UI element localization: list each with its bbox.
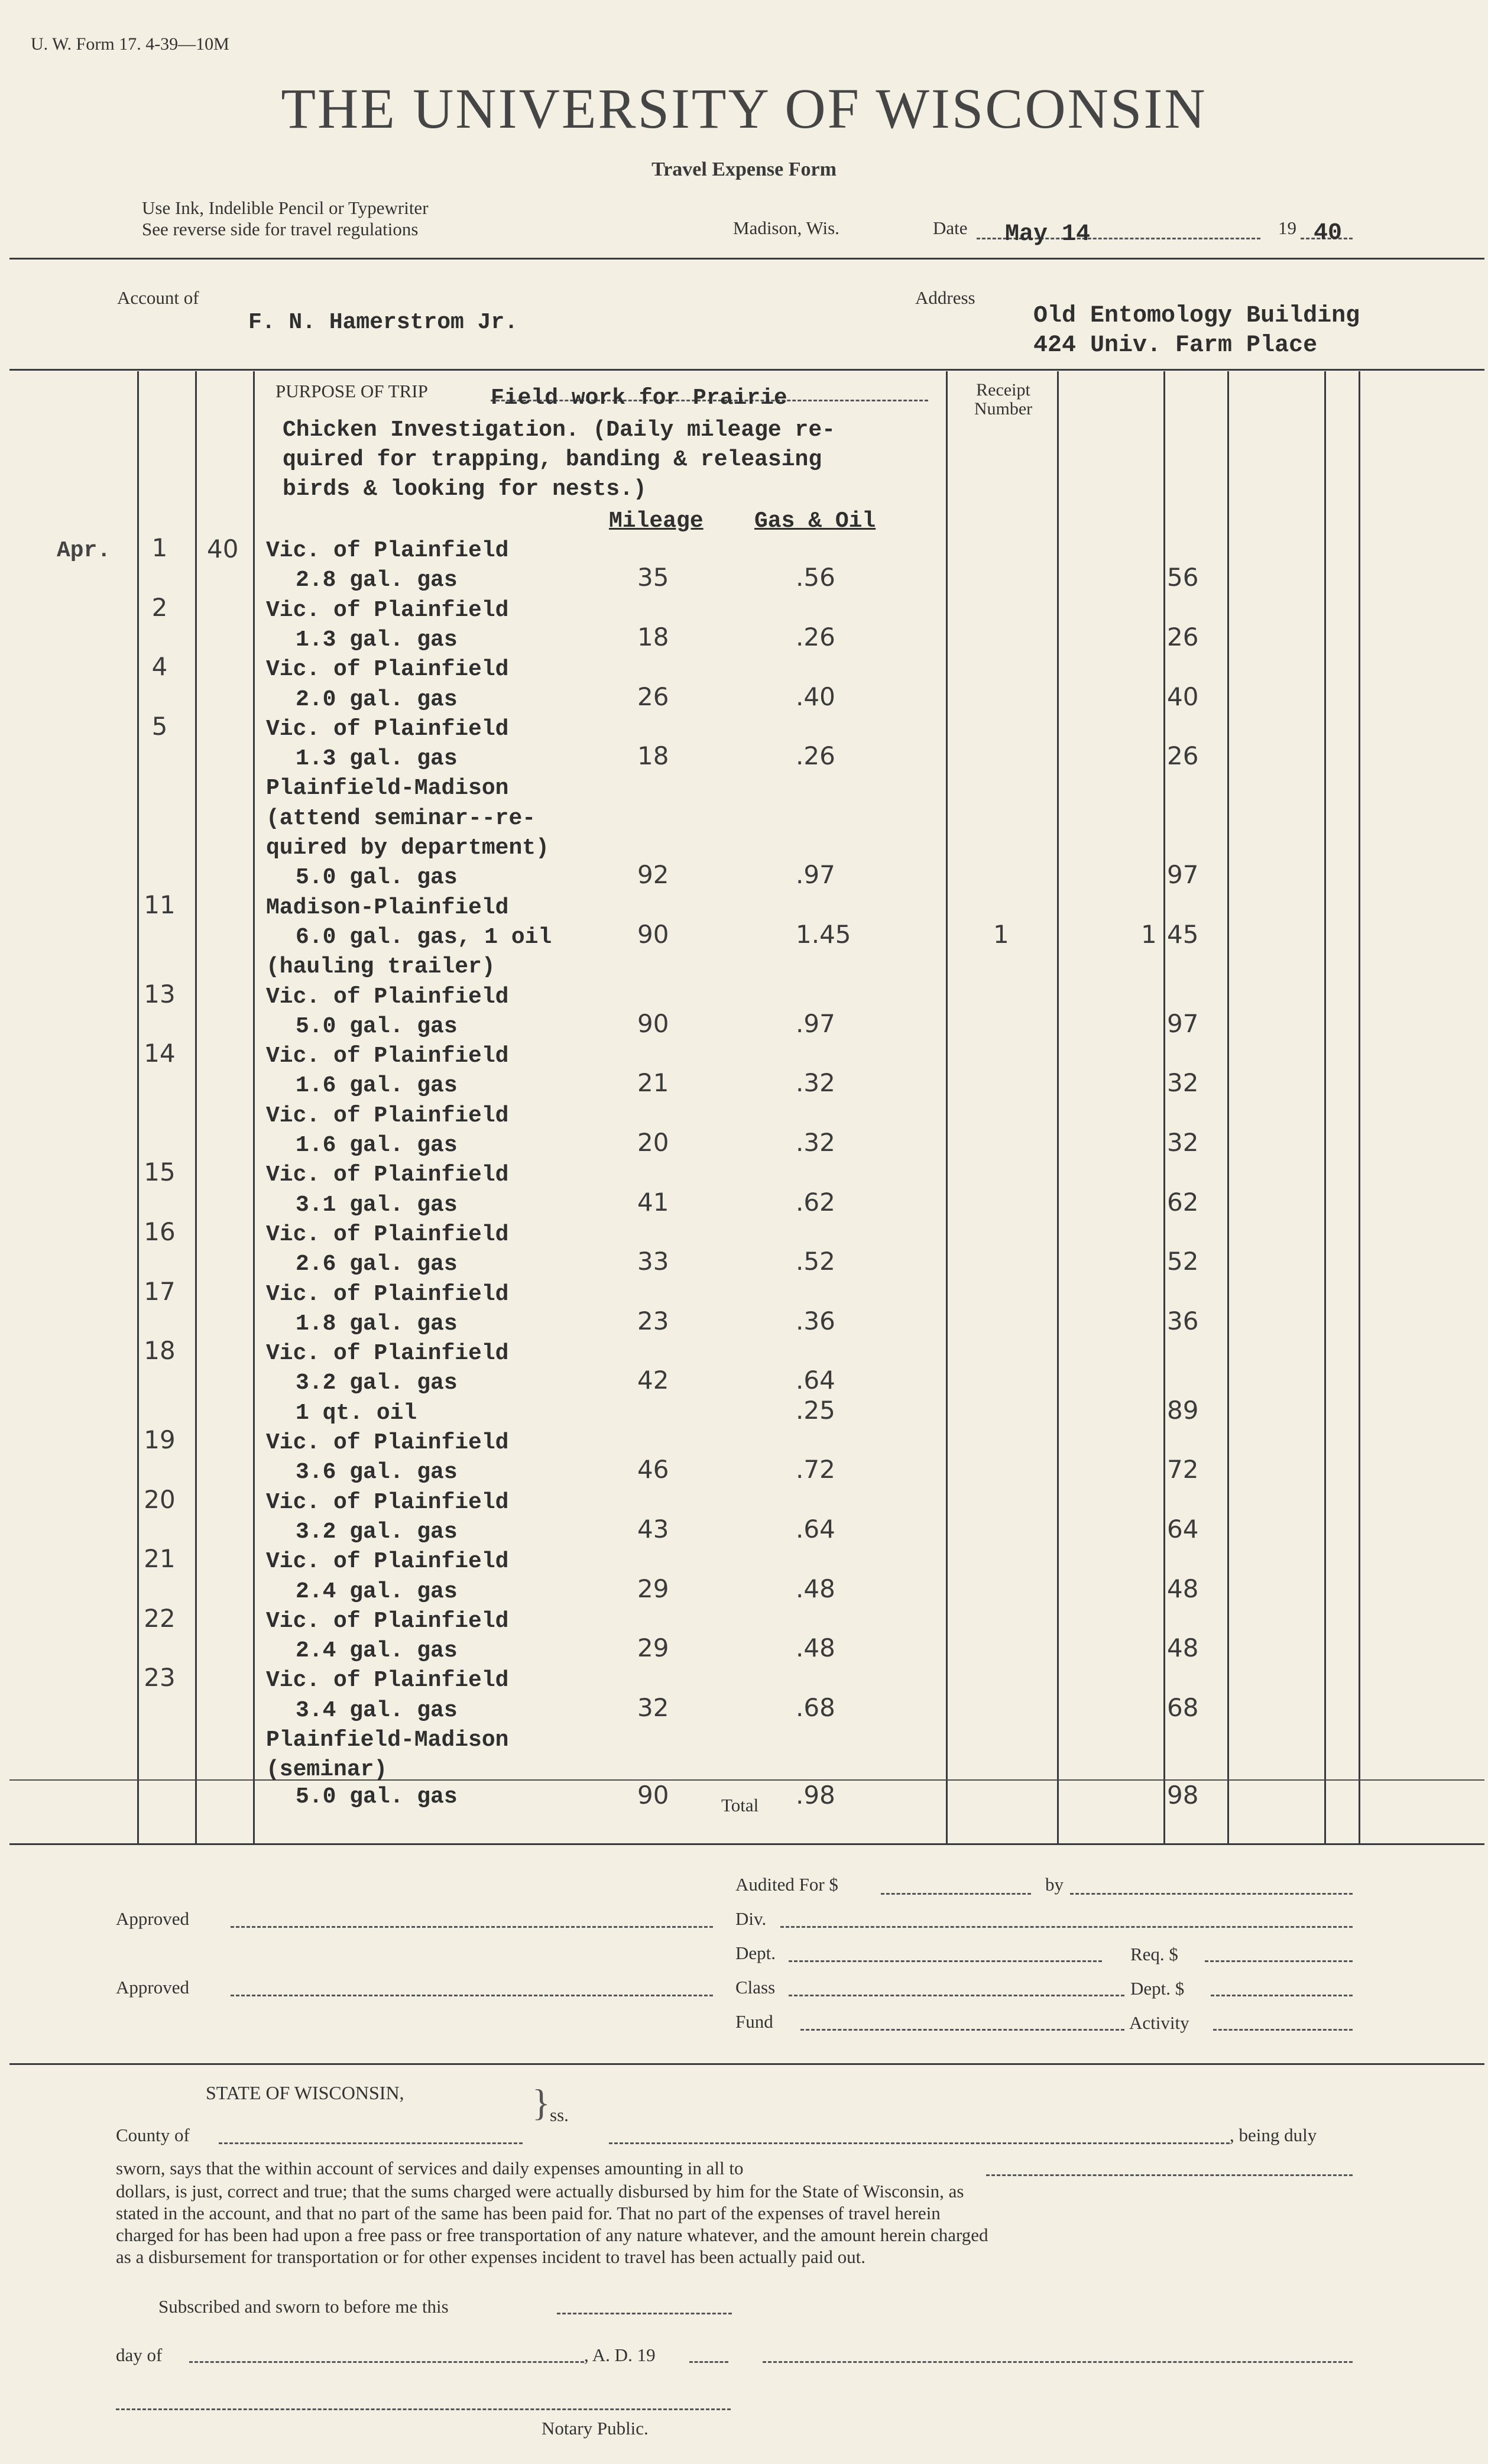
entry-mileage: 35 <box>637 563 669 592</box>
entry-mileage: 32 <box>637 1693 669 1722</box>
entry-gas-oil: .32 <box>796 1068 835 1098</box>
entry-gas-oil: .48 <box>796 1633 835 1663</box>
table-top-rule <box>9 369 1484 371</box>
header-rule <box>9 258 1484 260</box>
entry-description: Vic. of Plainfield <box>266 597 509 623</box>
entry-gas-oil: .36 <box>796 1306 835 1335</box>
entry-description: Vic. of Plainfield <box>266 1281 509 1307</box>
entry-description: Vic. of Plainfield <box>266 1430 509 1455</box>
entry-description: Vic. of Plainfield <box>266 538 509 563</box>
entry-oil: .25 <box>796 1395 835 1425</box>
entry-description: 1.6 gal. gas <box>296 1073 458 1099</box>
entry-gas-oil: .26 <box>796 622 835 651</box>
entry-description: 1.3 gal. gas <box>296 627 458 653</box>
form-title: Travel Expense Form <box>651 158 837 180</box>
dept-label: Dept. <box>735 1943 776 1963</box>
entry-mileage: 90 <box>637 919 669 949</box>
subscribed-label: Subscribed and sworn to before me this <box>158 2296 449 2317</box>
entry-gas-oil: .97 <box>796 1009 835 1038</box>
dept-amount-label: Dept. $ <box>1130 1978 1185 1999</box>
notary-label: Notary Public. <box>542 2418 649 2439</box>
entry-cents: 48 <box>1167 1574 1199 1603</box>
entry-mileage: 42 <box>637 1366 669 1395</box>
entry-mileage: 90 <box>637 1009 669 1038</box>
entry-mileage: 92 <box>637 860 669 890</box>
county-label: County of <box>116 2125 190 2145</box>
entry-description: 2.6 gal. gas <box>296 1252 458 1278</box>
address-label: Address <box>915 287 975 308</box>
entry-gas-oil: .64 <box>796 1514 835 1544</box>
entry-cents: 36 <box>1167 1306 1199 1335</box>
entry-mileage: 18 <box>637 741 669 771</box>
entry-description: 2.4 gal. gas <box>296 1638 458 1664</box>
entry-description: 3.6 gal. gas <box>296 1460 458 1486</box>
entry-gas-oil: .62 <box>796 1187 835 1217</box>
entry-day: 23 <box>144 1663 176 1693</box>
entry-description: 5.0 gal. gas <box>296 1013 458 1039</box>
approved-label-2: Approved <box>116 1977 189 1998</box>
month-label: Apr. <box>57 538 111 563</box>
entry-description: 2.8 gal. gas <box>296 568 458 594</box>
entry-description: 2.4 gal. gas <box>296 1578 458 1604</box>
entry-description: Vic. of Plainfield <box>266 1608 509 1634</box>
entry-description: Vic. of Plainfield <box>266 1162 509 1188</box>
entry-description: 3.2 gal. gas <box>296 1370 458 1396</box>
entry-cents: 97 <box>1167 1009 1199 1038</box>
fund-label: Fund <box>735 2011 773 2032</box>
entry-gas-oil: .68 <box>796 1693 835 1722</box>
entry-gas-oil: .26 <box>796 741 835 771</box>
entry-receipt: 1 <box>993 919 1009 949</box>
audited-for-label: Audited For $ <box>735 1874 838 1895</box>
entry-description: 3.1 gal. gas <box>296 1192 458 1218</box>
entry-gas-oil: 1.45 <box>796 919 851 949</box>
entry-description: Vic. of Plainfield <box>266 1103 509 1129</box>
entry-day: 17 <box>144 1276 176 1306</box>
entry-day: 1 <box>151 533 168 562</box>
receipt-number-header: Receipt Number <box>974 380 1033 419</box>
entry-cents: 97 <box>1167 860 1199 890</box>
entry-mileage: 41 <box>637 1187 669 1217</box>
entry-day: 21 <box>144 1544 176 1574</box>
total-label: Total <box>721 1795 759 1815</box>
entry-day: 19 <box>144 1425 176 1454</box>
purpose-line-2: Chicken Investigation. (Daily mileage re- <box>283 417 835 443</box>
by-label: by <box>1045 1874 1064 1895</box>
entry-description: 1.6 gal. gas <box>296 1133 458 1158</box>
entry-cents: 56 <box>1167 563 1199 592</box>
ad-label: , A. D. 19 <box>584 2345 656 2365</box>
entry-description: 3.2 gal. gas <box>296 1519 458 1545</box>
oath-rule <box>9 2063 1484 2065</box>
sworn-line: sworn, says that the within account of services and daily expenses amounting in all to <box>116 2158 744 2178</box>
entry-cents: 45 <box>1167 919 1199 949</box>
entry-day: 16 <box>144 1217 176 1246</box>
table-bottom-rule <box>9 1843 1484 1845</box>
entry-day: 20 <box>144 1484 176 1514</box>
being-duly: , being duly <box>1230 2125 1317 2145</box>
entry-cents: 72 <box>1167 1455 1199 1484</box>
entry-description: Plainfield-Madison <box>266 1727 509 1753</box>
purpose-line-1: Field work for Prairie <box>491 385 787 411</box>
entry-mileage: 43 <box>637 1514 669 1544</box>
class-label: Class <box>735 1977 776 1998</box>
address-line-1: Old Entomology Building <box>1033 303 1360 329</box>
entry-cents: 32 <box>1167 1128 1199 1157</box>
entry-mileage: 18 <box>637 622 669 651</box>
entry-description: (hauling trailer) <box>266 954 495 980</box>
entry-description: Vic. of Plainfield <box>266 1549 509 1575</box>
entry-gas-oil: .32 <box>796 1128 835 1157</box>
entry-gas-oil: .48 <box>796 1574 835 1603</box>
instruction-ink: Use Ink, Indelible Pencil or Typewriter <box>142 197 429 218</box>
account-label: Account of <box>117 287 199 308</box>
ss-label: ss. <box>550 2105 569 2125</box>
entry-cents: 52 <box>1167 1247 1199 1276</box>
entry-description: 3.4 gal. gas <box>296 1697 458 1723</box>
entry-description: Vic. of Plainfield <box>266 1221 509 1247</box>
entry-mileage: 21 <box>637 1068 669 1098</box>
entry-day: 14 <box>144 1039 176 1068</box>
entry-description: Vic. of Plainfield <box>266 1489 509 1515</box>
entry-mileage: 20 <box>637 1128 669 1157</box>
entry-description: Vic. of Plainfield <box>266 716 509 742</box>
instruction-regulations: See reverse side for travel regulations <box>142 219 419 239</box>
purpose-label: PURPOSE OF TRIP <box>275 381 428 401</box>
entry-mileage: 29 <box>637 1633 669 1663</box>
entry-day: 22 <box>144 1603 176 1633</box>
date-value: May 14 <box>1005 221 1091 248</box>
entry-mileage: 26 <box>637 682 669 711</box>
entry-description: 1.8 gal. gas <box>296 1311 458 1337</box>
oath-body: dollars, is just, correct and true; that the sums charged were actually disbursed by him for the State of Wisconsin, as stated in the account, and that no part of the same has been paid for. That no part of the expenses of travel herein charged for has been had upon a free pass or free transportation of any nature whatever, and the amount herein charged as a disbursement for transportation or for other expenses incident to travel has been actually paid out. <box>116 2181 988 2267</box>
entry-cents: 26 <box>1167 741 1199 771</box>
entry-description: 5.0 gal. gas <box>296 865 458 891</box>
entry-day: 18 <box>144 1336 176 1366</box>
entry-description: 2.0 gal. gas <box>296 686 458 712</box>
entry-description: (seminar) <box>266 1757 388 1783</box>
entry-day: 2 <box>151 592 168 622</box>
entry-gas-oil: .72 <box>796 1455 835 1484</box>
entry-description: Plainfield-Madison <box>266 776 509 802</box>
entry-day: 15 <box>144 1158 176 1187</box>
entry-cents: 48 <box>1167 1633 1199 1663</box>
day-of-label: day of <box>116 2345 163 2365</box>
gas-oil-header: Gas & Oil <box>754 508 876 534</box>
entry-cents: 89 <box>1167 1395 1199 1425</box>
entry-description: 6.0 gal. gas, 1 oil <box>296 924 552 950</box>
activity-label: Activity <box>1129 2012 1189 2033</box>
entry-description: Vic. of Plainfield <box>266 984 509 1010</box>
year-value: 40 <box>1314 220 1343 247</box>
entry-gas-oil: .56 <box>796 563 835 592</box>
entry-mileage: 33 <box>637 1247 669 1276</box>
entry-description: Madison-Plainfield <box>266 894 509 920</box>
date-label: Date <box>933 218 968 238</box>
form-number: U. W. Form 17. 4-39—10M <box>31 34 229 54</box>
entry-description: Vic. of Plainfield <box>266 1668 509 1694</box>
purpose-line-4: birds & looking for nests.) <box>283 476 647 502</box>
entry-mileage: 46 <box>637 1455 669 1484</box>
state-label: STATE OF WISCONSIN, <box>206 2082 404 2103</box>
approved-label-1: Approved <box>116 1908 189 1929</box>
entry-gas-oil: .40 <box>796 682 835 711</box>
req-label: Req. $ <box>1130 1944 1178 1964</box>
entry-day: 13 <box>144 979 176 1009</box>
entry-mileage: 23 <box>637 1306 669 1335</box>
entry-mileage: 29 <box>637 1574 669 1603</box>
last-line: 5.0 gal. gas <box>296 1784 458 1810</box>
entry-cents: 40 <box>1167 682 1199 711</box>
entry-gas-oil: .52 <box>796 1247 835 1276</box>
entry-gas-oil: .97 <box>796 860 835 890</box>
entry-description: 1 qt. oil <box>296 1400 417 1426</box>
entry-description: Vic. of Plainfield <box>266 1043 509 1069</box>
entry-cents: 68 <box>1167 1693 1199 1722</box>
total-rule <box>9 1779 1484 1781</box>
address-line-2: 424 Univ. Farm Place <box>1033 332 1318 359</box>
university-title: THE UNIVERSITY OF WISCONSIN <box>281 77 1207 140</box>
last-mileage: 90 <box>637 1781 669 1810</box>
entry-cents: 26 <box>1167 622 1199 651</box>
bracket: } <box>532 2082 550 2123</box>
entry-day: 4 <box>151 652 168 682</box>
entry-gas-oil: .64 <box>796 1366 835 1395</box>
place: Madison, Wis. <box>733 218 839 238</box>
entry-cents: 32 <box>1167 1068 1199 1098</box>
entry-day: 11 <box>144 890 176 919</box>
entry-description: Vic. of Plainfield <box>266 657 509 683</box>
mileage-header: Mileage <box>609 508 704 534</box>
last-gas: .98 <box>796 1781 835 1810</box>
purpose-line-3: quired for trapping, banding & releasing <box>283 447 822 472</box>
entry-description: (attend seminar--re- <box>266 805 536 831</box>
entry-description: quired by department) <box>266 835 549 861</box>
div-label: Div. <box>735 1908 767 1929</box>
entry-cents: 62 <box>1167 1187 1199 1217</box>
year-column-value: 40 <box>207 534 239 563</box>
account-name: F. N. Hamerstrom Jr. <box>248 310 518 335</box>
last-cents: 98 <box>1167 1781 1199 1810</box>
year-prefix: 19 <box>1278 218 1296 238</box>
entry-description: 1.3 gal. gas <box>296 746 458 772</box>
entry-day: 5 <box>151 711 168 741</box>
entry-dollars: 1 <box>1141 919 1157 949</box>
entry-cents: 64 <box>1167 1514 1199 1544</box>
entry-description: Vic. of Plainfield <box>266 1341 509 1367</box>
